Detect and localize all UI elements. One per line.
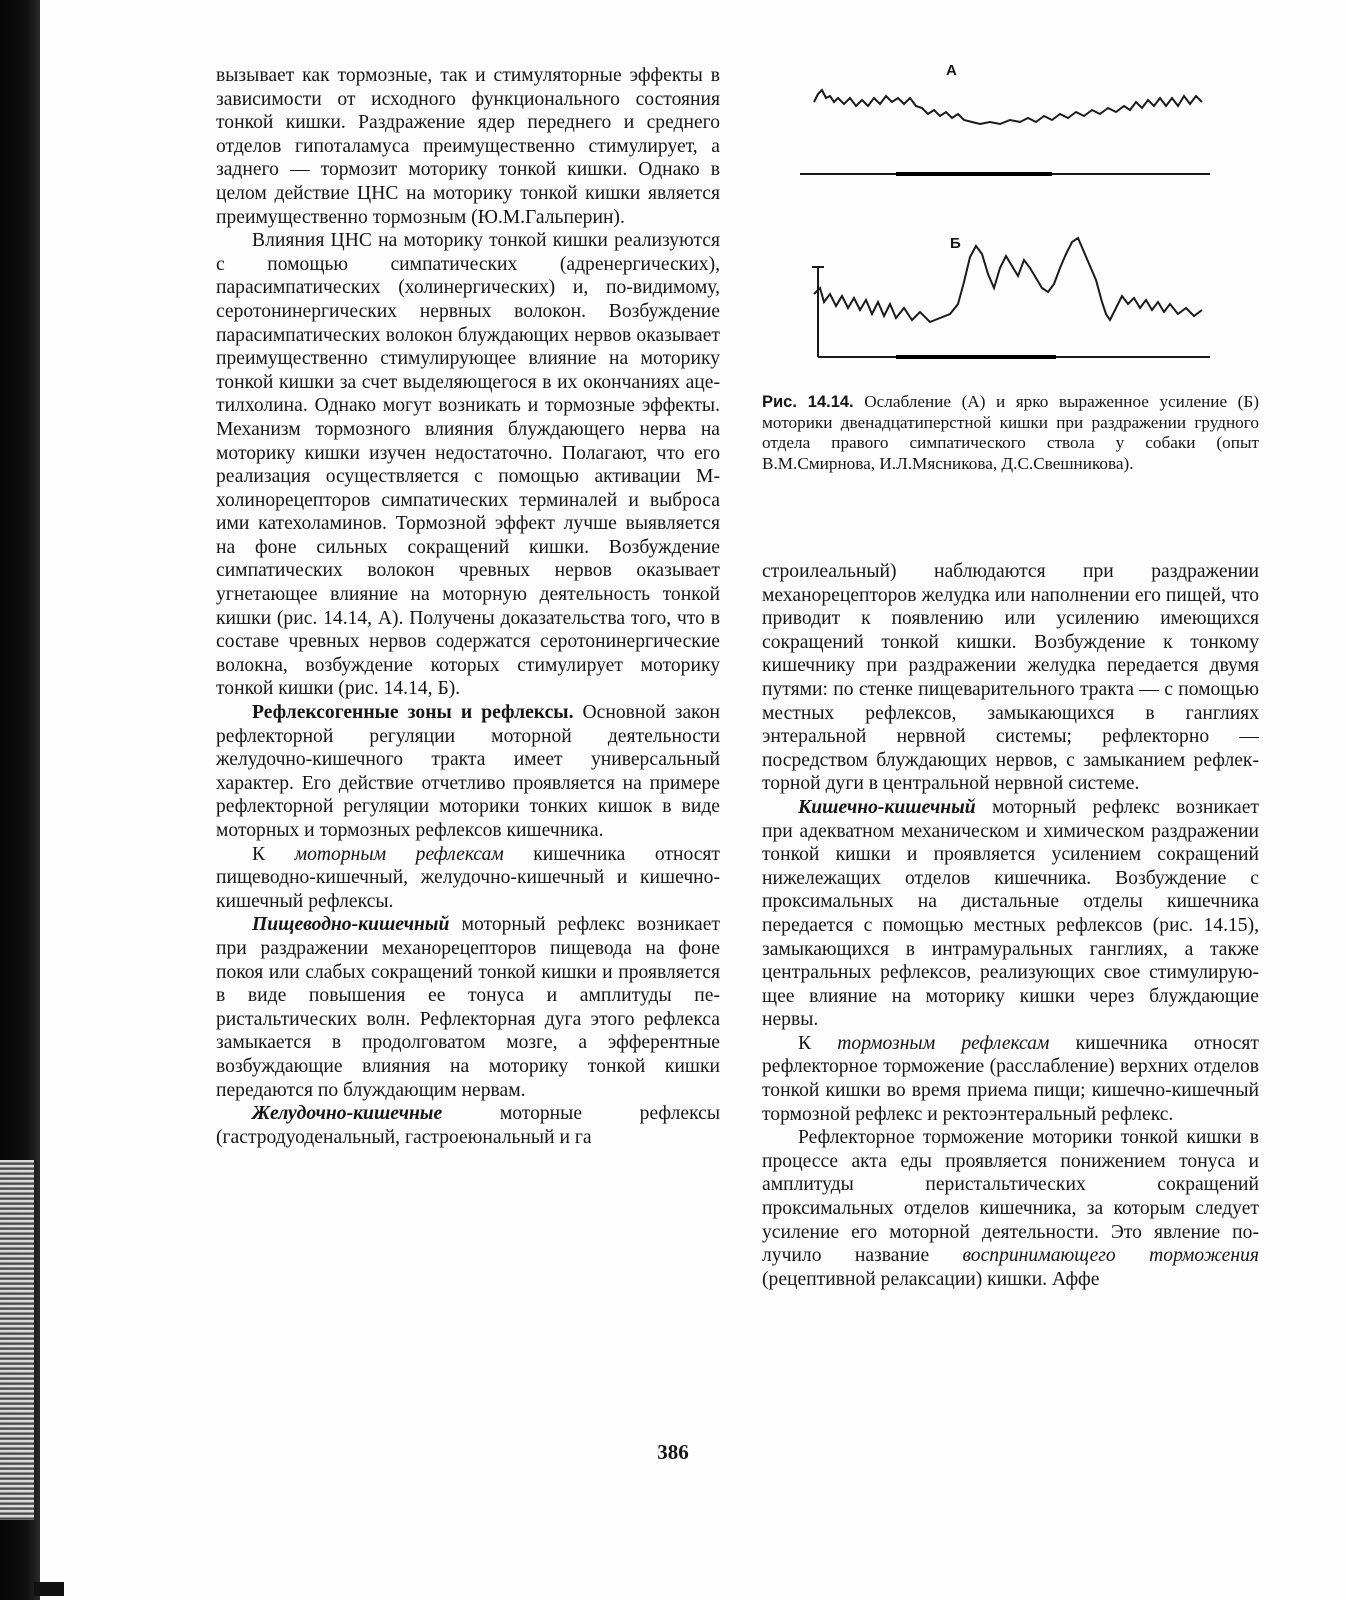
scan-edge-noise — [0, 1160, 34, 1520]
paragraph: строилеальный) наблюдаются при раздражении механорецепторов желудка или наполнении его пищей, что приводит к появлению или усилению имеющихся сокращений тонкой кишки. Возбуждение к тонкому кишечнику при раздражении желудка передается двумя путями: по стенке пищеварительного тракта — с помощью местных рефлексов, замыкающихся в ганглиях энтеральной нервной системы; рефлекторно — посредством блуждающих нервов, с замыканием рефлекторной дуги в центральной нервной системе. — [762, 561, 1259, 795]
figure-caption-text: Ослабление (А) и ярко выраженное усиление (Б) моторики двенадцатиперстной кишки при раздражении грудного отдела правого симпатического ствола у собаки (опыт В.М.Смирнова, И.Л.Мясникова, Д.С.Свешникова). — [762, 392, 1259, 473]
paragraph: Желудочно-кишечные моторные рефлексы (гастродуоденальный, гастроеюнальный и га — [216, 1103, 720, 1148]
right-column — [762, 560, 1259, 1291]
section-heading: Рефлексогенные зоны и рефлексы. — [252, 702, 574, 724]
figure-caption — [762, 392, 1259, 474]
figure-label-a: А — [946, 62, 957, 79]
paragraph: вызывает как тормозные, так и стимуляторные эффекты в зависимости от исходного функционального состояния тонкой кишки. Раздражение ядер переднего и среднего отделов гипоталамуса преимущественно стимулирует, а заднего — тормозит моторику тонкой кишки. Однако в целом действие ЦНС на моторику тонкой кишки является преимущественно тормозным (Ю.М.Гальперин). — [216, 65, 720, 228]
trace-b — [814, 238, 1202, 322]
paragraph: К моторным рефлексам кишечника относят пищеводно-кишечный, желудочно-кишечный и кишечно-кишечный рефлексы. — [216, 843, 720, 912]
figure-14-14 — [800, 52, 1220, 372]
paragraph: Рефлексогенные зоны и рефлексы. Основной закон рефлекторной регуляции моторной деятельности желудочно-кишечного тракта имеет универсальный характер. Его действие отчетливо проявляется на примере рефлекторной регуляции моторики тонких кишок в виде моторных и тормозных рефлексов кишечника. — [216, 702, 720, 841]
motility-traces — [800, 52, 1220, 372]
figure-label-b: Б — [950, 235, 961, 252]
scan-corner-mark — [34, 1582, 64, 1596]
trace-a — [814, 90, 1202, 124]
left-column — [216, 64, 720, 1149]
emphasis: воспринимающего торможения — [962, 1245, 1259, 1267]
term: Кишечно-кишечный — [798, 796, 976, 818]
paragraph: К тормозным рефлексам кишечника относят рефлекторное торможение (расслабление) верхних отделов тонкой кишки во время приема пищи; кишечно-кишечный тормозной рефлекс и ректоэнтеральный рефлекс. — [762, 1032, 1259, 1125]
emphasis: моторным рефлексам — [294, 843, 504, 865]
figure-caption-number: Рис. 14.14. — [762, 393, 854, 411]
term: Желудочно-кишечные — [252, 1103, 443, 1125]
page-number: 386 — [657, 1440, 689, 1464]
term: Пищеводно-кишечный — [252, 914, 450, 936]
paragraph: Рефлекторное торможение моторики тонкой кишки в процессе акта еды проявляется понижением тонуса и амплитуды перистальтических сокращений проксимальных отделов кишечника, за которым следует усиление его моторной деятельности. Это явление получило название воспринимающего торможения (рецептивной релаксации) кишки. Аффе — [762, 1127, 1259, 1290]
paragraph: Кишечно-кишечный моторный рефлекс возникает при адекватном механическом и химическом раздражении тонкой кишки и проявляется усилением сокращений нижележащих отделов кишечника. Возбуждение с проксимальных на дистальные отделы кишечника передается с помощью местных рефлексов (рис. 14.15), замыкающихся в интрамуральных ганглиях, а также центральных рефлексов, реализующих свое стимулирующее влияние на моторику кишки через блуждающие нервы. — [762, 796, 1259, 1031]
emphasis: тормозным рефлексам — [837, 1032, 1050, 1054]
paragraph: Влияния ЦНС на моторику тонкой кишки реализуются с помощью симпатических (адренергических), парасимпатических (холинергических) и, по-видимому, серотонинергических нервных волокон. Возбуждение парасимпатических волокон блуждающих нервов оказывает преимущественно стимулирующее влияние на моторику тонкой кишки за счет выделяющегося в их окончаниях ацетилхолина. Однако могут возникать и тормозные эффекты. Механизм тормозного влияния блуждающего нерва на моторику кишки изучен недостаточно. Полагают, что его реализация осуществляется с помощью активации М-холинорецепторов симпатических терминалей и выброса ими катехоламинов. Тормозной эффект лучше выявляется на фоне сильных сокращений кишки. Возбуждение симпатических волокон чревных нервов оказывает угнетающее влияние на моторную деятельность тонкой кишки (рис. 14.14, А). Получены доказательства того, что в составе чревных нервов содержатся серотонинергические волокна, возбуждение которых стимулирует моторику тонкой кишки (рис. 14.14, Б). — [216, 230, 720, 700]
paragraph: Пищеводно-кишечный моторный рефлекс возникает при раздражении механорецепторов пищевода на фоне покоя или слабых сокращений тонкой кишки и проявляется в виде повышения ее тонуса и амплитуды перистальтических волн. Рефлекторная дуга этого рефлекса замыкается в продолговатом мозге, а эфферентные возбуждающие влияния на моторику тонкой кишки передаются по блуждающим нервам. — [216, 914, 720, 1101]
